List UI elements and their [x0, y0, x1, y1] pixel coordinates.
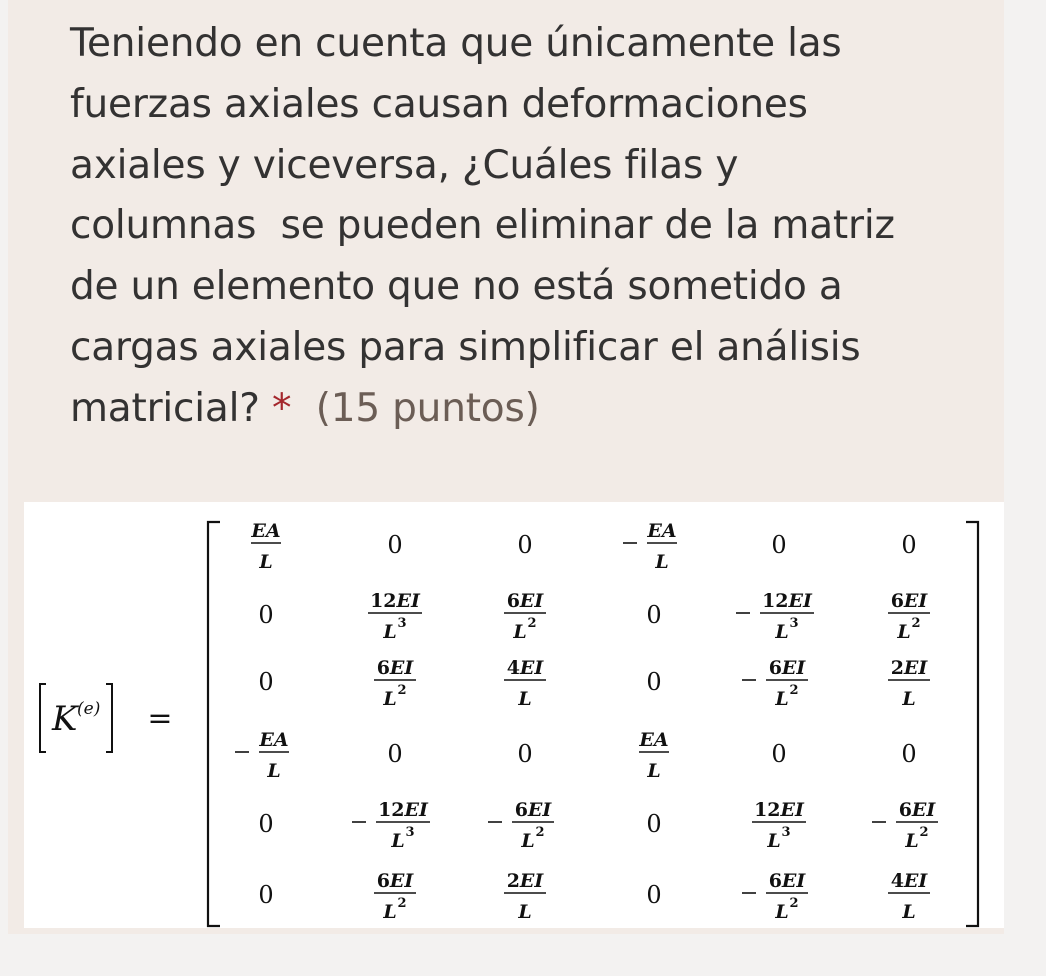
- matrix-entry: 0: [646, 668, 662, 696]
- lhs-left-bracket: [40, 684, 46, 752]
- denominator-exponent: 2: [911, 616, 921, 631]
- fraction-numerator: 12EI: [370, 590, 420, 612]
- matrix-entry: 0: [258, 810, 274, 838]
- question-line: fuerzas axiales causan deformaciones: [70, 81, 808, 127]
- question-line: de un elemento que no está sometido a: [70, 264, 843, 310]
- denominator-exponent: 2: [789, 896, 799, 911]
- matrix-entry: 0: [646, 810, 662, 838]
- fraction-denominator: L: [647, 760, 661, 782]
- fraction-denominator: L: [513, 621, 527, 643]
- fraction-denominator: L: [775, 901, 789, 923]
- fraction-numerator: 6EI: [376, 657, 414, 679]
- denominator-exponent: 2: [397, 896, 407, 911]
- fraction-denominator: L: [383, 621, 397, 643]
- fraction-denominator: L: [905, 830, 919, 852]
- matrix-entry: 0: [771, 531, 787, 559]
- fraction-numerator: 6EI: [898, 799, 936, 821]
- fraction-denominator: L: [383, 901, 397, 923]
- fraction-denominator: L: [259, 551, 273, 573]
- question-line: columnas se pueden eliminar de la matriz: [70, 203, 895, 249]
- fraction-numerator: 6EI: [376, 870, 414, 892]
- fraction-numerator: 6EI: [890, 590, 928, 612]
- fraction-numerator: 12EI: [762, 590, 812, 612]
- fraction-numerator: 6EI: [768, 657, 806, 679]
- fraction-denominator: L: [267, 760, 281, 782]
- fraction-numerator: 6EI: [768, 870, 806, 892]
- question-line: matricial?: [70, 385, 260, 431]
- fraction-denominator: L: [383, 688, 397, 710]
- fraction-numerator: 12EI: [754, 799, 804, 821]
- matrix-entry: 0: [258, 601, 274, 629]
- denominator-exponent: 3: [789, 616, 799, 631]
- denominator-exponent: 3: [405, 825, 415, 840]
- stiffness-matrix-equation: [24, 502, 1004, 928]
- fraction-denominator: L: [775, 621, 789, 643]
- fraction-numerator: 2EI: [890, 657, 928, 679]
- fraction-denominator: L: [518, 688, 532, 710]
- equals-sign: =: [147, 701, 173, 736]
- question-card: [8, 0, 1004, 934]
- matrix-entry: 0: [646, 881, 662, 909]
- fraction-denominator: L: [897, 621, 911, 643]
- denominator-exponent: 2: [527, 616, 537, 631]
- matrix-entry: 0: [387, 531, 403, 559]
- question-text: [70, 14, 970, 440]
- denominator-exponent: 3: [397, 616, 407, 631]
- question-line: cargas axiales para simplificar el análisis: [70, 324, 861, 370]
- lhs-superscript: (e): [77, 699, 101, 719]
- fraction-numerator: 12EI: [378, 799, 428, 821]
- points-label: (15 puntos): [315, 385, 540, 431]
- fraction-numerator: 4EI: [890, 870, 928, 892]
- denominator-exponent: 2: [789, 683, 799, 698]
- fraction-denominator: L: [521, 830, 535, 852]
- question-last-line: [70, 379, 970, 440]
- required-asterisk: *: [271, 385, 292, 431]
- fraction-denominator: L: [391, 830, 405, 852]
- lhs-right-bracket: [106, 684, 112, 752]
- matrix-entry: 0: [771, 740, 787, 768]
- fraction-numerator: 4EI: [506, 657, 544, 679]
- lhs-symbol: K: [52, 699, 78, 739]
- matrix-entry: 0: [901, 740, 917, 768]
- denominator-exponent: 2: [919, 825, 929, 840]
- fraction-denominator: L: [775, 688, 789, 710]
- fraction-numerator: EA: [639, 729, 669, 751]
- matrix-entry: 0: [258, 881, 274, 909]
- matrix-entry: 0: [646, 601, 662, 629]
- fraction-numerator: 6EI: [514, 799, 552, 821]
- denominator-exponent: 2: [535, 825, 545, 840]
- fraction-numerator: EA: [251, 520, 281, 542]
- fraction-denominator: L: [902, 688, 916, 710]
- matrix-entry: 0: [901, 531, 917, 559]
- matrix-entry: 0: [387, 740, 403, 768]
- fraction-numerator: EA: [647, 520, 677, 542]
- fraction-numerator: EA: [259, 729, 289, 751]
- matrix-entry: 0: [517, 740, 533, 768]
- question-line: Teniendo en cuenta que únicamente las: [70, 21, 842, 66]
- matrix-entry: 0: [258, 668, 274, 696]
- matrix-left-bracket: [208, 522, 220, 926]
- question-line: axiales y viceversa, ¿Cuáles filas y: [70, 142, 739, 188]
- fraction-numerator: 2EI: [506, 870, 544, 892]
- fraction-denominator: L: [518, 901, 532, 923]
- fraction-denominator: L: [655, 551, 669, 573]
- denominator-exponent: 3: [781, 825, 791, 840]
- page-gutter: [1004, 0, 1046, 976]
- fraction-denominator: L: [767, 830, 781, 852]
- fraction-numerator: 6EI: [506, 590, 544, 612]
- matrix-entry: 0: [517, 531, 533, 559]
- fraction-denominator: L: [902, 901, 916, 923]
- denominator-exponent: 2: [397, 683, 407, 698]
- matrix-right-bracket: [966, 522, 978, 926]
- matrix-image: [24, 502, 1004, 928]
